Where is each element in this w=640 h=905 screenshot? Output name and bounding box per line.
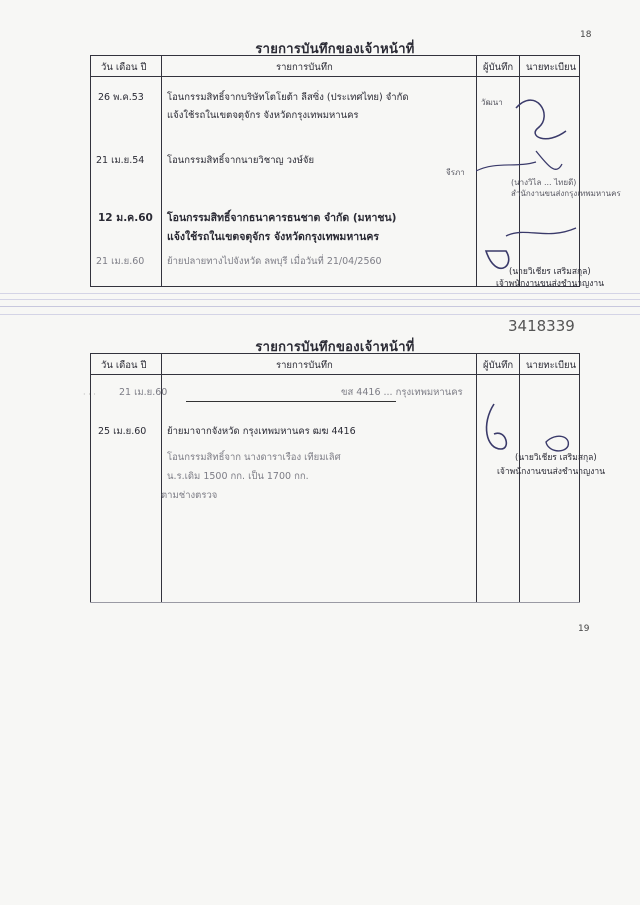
page-number-top: 18 — [580, 30, 592, 40]
row-date: 26 พ.ค.53 — [98, 92, 144, 103]
column-divider — [161, 56, 162, 286]
registrar-stamp: (นางวิไล ... ไทยดี) — [511, 178, 577, 187]
header-registrar: นายทะเบียน — [526, 62, 577, 73]
page-number-bottom: 19 — [578, 624, 590, 634]
table-header-bottom — [91, 354, 579, 375]
row-entry-line: แจ้งใช้รถในเขตจตุจักร จังหวัดกรุงเทพมหานคร — [167, 110, 359, 121]
section-title-bottom: รายการบันทึกของเจ้าหน้าที่ — [255, 340, 415, 355]
recorder-note: วัฒนา — [481, 98, 503, 107]
row-entry-line: ขส 4416 ... กรุงเทพมหานคร — [341, 387, 463, 398]
scan-artifact-line — [0, 314, 640, 315]
row-date: 12 ม.ค.60 — [98, 212, 153, 224]
section-title-top: รายการบันทึกของเจ้าหน้าที่ — [255, 42, 415, 57]
row-entry-line: โอนกรรมสิทธิ์จากบริษัทโตโยต้า ลีสซิ่ง (ประเทศไทย) จำกัด — [167, 92, 409, 103]
records-table-bottom — [90, 353, 606, 603]
row-date: 21 เม.ย.60 — [96, 256, 145, 267]
registrar-name: (นายวิเชียร เสริมสกุล) — [515, 453, 597, 463]
row-entry-line: ย้ายปลายทางไปจังหวัด ลพบุรี เมื่อวันที่ 21/04/2560 — [167, 256, 382, 267]
registrar-name: (นายวิเชียร เสริมสกุล) — [509, 267, 591, 277]
header-entry: รายการบันทึก — [276, 360, 333, 371]
scan-artifact-line — [0, 306, 640, 307]
registrar-stamp: สำนักงานขนส่งกรุงเทพมหานคร — [511, 189, 621, 198]
signature-scribbles-bottom — [476, 394, 581, 474]
column-divider — [476, 354, 477, 602]
header-entry: รายการบันทึก — [276, 62, 333, 73]
row-entry-line: ย้ายมาจากจังหวัด กรุงเทพมหานคร ฒฆ 4416 — [167, 426, 356, 437]
row-entry-line: โอนกรรมสิทธิ์จากธนาคารธนชาต จำกัด (มหาชน) — [167, 212, 397, 224]
registrar-position: เจ้าพนักงานขนส่งชำนาญงาน — [496, 279, 605, 289]
header-recorder: ผู้บันทึก — [483, 62, 514, 73]
header-registrar: นายทะเบียน — [526, 360, 577, 371]
row-date: 21 เม.ย.60 — [119, 387, 168, 398]
row-entry-line: โอนกรรมสิทธิ์จาก นางดาราเรือง เทียมเลิศ — [167, 452, 341, 463]
column-divider — [519, 354, 520, 602]
row-entry-line: ตามช่างตรวจ — [161, 490, 218, 501]
header-date: วัน เดือน ปี — [101, 360, 147, 371]
page-bottom-rule — [90, 602, 580, 603]
row-entry-line: โอนกรรมสิทธิ์จากนายวิชาญ วงษ์จัย — [167, 155, 315, 166]
serial-number: 3418339 — [508, 317, 575, 335]
registrar-position: เจ้าพนักงานขนส่งชำนาญงาน — [497, 467, 606, 477]
scan-artifact-line — [0, 293, 640, 294]
header-date: วัน เดือน ปี — [101, 62, 147, 73]
row-entry-line: น.ร.เดิม 1500 กก. เป็น 1700 กก. — [167, 471, 309, 482]
row-entry-line: แจ้งใช้รถในเขตจตุจักร จังหวัดกรุงเทพมหานคร — [167, 231, 380, 243]
row-date: 25 เม.ย.60 — [98, 426, 147, 437]
signature-scribbles-top — [476, 76, 581, 288]
table-header-top — [91, 56, 579, 77]
recorder-note: จีรภา — [446, 168, 465, 177]
row-date: 21 เม.ย.54 — [96, 155, 145, 166]
strikethrough-line — [186, 401, 396, 402]
records-table-top — [90, 55, 621, 289]
header-recorder: ผู้บันทึก — [483, 360, 514, 371]
margin-marks: · · · — [83, 390, 96, 399]
scan-artifact-line — [0, 299, 640, 300]
